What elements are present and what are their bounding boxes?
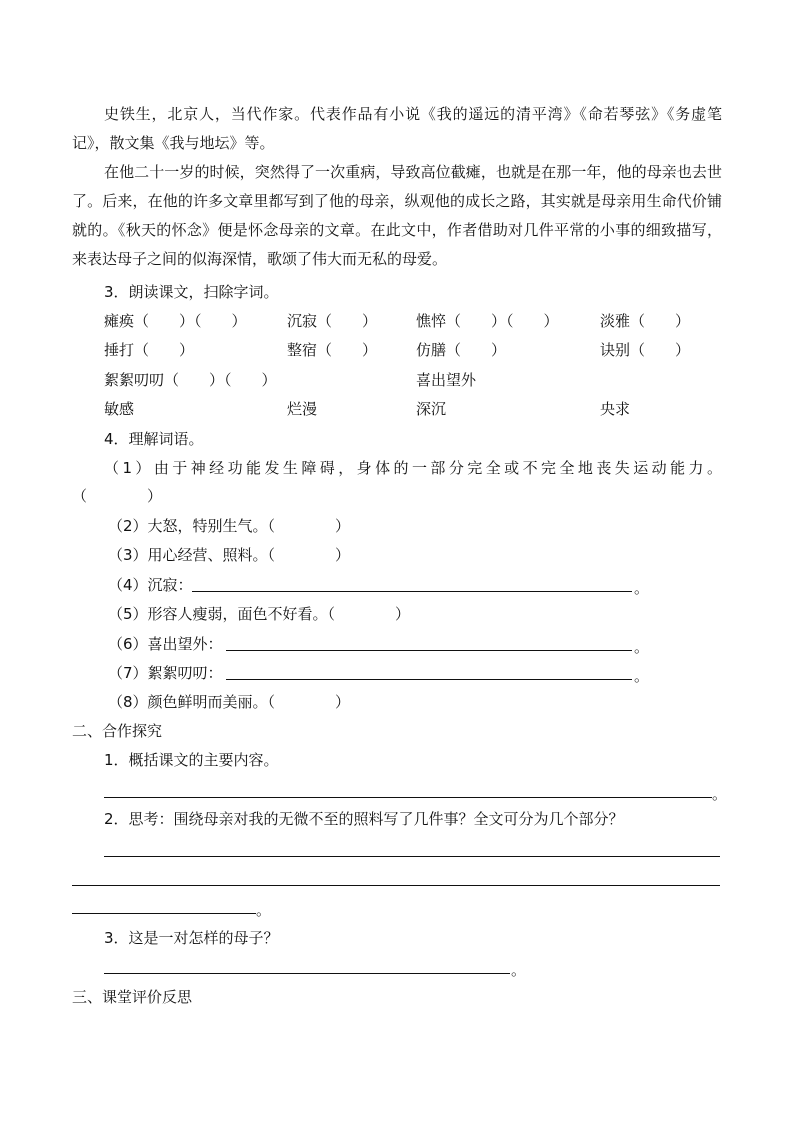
word-fangshan: 仿膳（ ） [416, 341, 507, 359]
word-brilliant: 烂漫 [287, 400, 318, 418]
section-2-q2-answer-line-3[interactable] [72, 913, 256, 914]
section-3-title: 三、课堂评价反思 [72, 988, 193, 1006]
word-farewell: 诀别（ ） [600, 341, 691, 359]
word-deep: 深沉 [416, 400, 447, 418]
section-2-q1-answer-line[interactable] [104, 797, 712, 798]
word-nagging: 絮絮叨叨（ ）（ ） [104, 371, 277, 389]
definition-6-label: （6）喜出望外： [108, 635, 223, 653]
section-2-q3-period: 。 [511, 961, 527, 979]
word-haggard: 憔悴（ ）（ ） [416, 312, 559, 330]
section-2-q1-period: 。 [712, 785, 728, 803]
section-2-q3: 3．这是一对怎样的母子？ [104, 929, 279, 947]
definition-4-label: （4）沉寂： [108, 576, 193, 594]
word-paralysis: 瘫痪（ ）（ ） [104, 312, 247, 330]
definition-5[interactable]: （5）形容人瘦弱，面色不好看。（ ） [108, 605, 411, 623]
definition-7-period: 。 [634, 667, 650, 685]
definition-2[interactable]: （2）大怒，特别生气。（ ） [108, 517, 351, 535]
definition-3[interactable]: （3）用心经营、照料。（ ） [108, 546, 351, 564]
definition-1-answer[interactable]: （ ） [72, 487, 163, 505]
section-2-title: 二、合作探究 [72, 722, 163, 740]
word-beg: 央求 [600, 400, 631, 418]
definition-4-period: 。 [634, 579, 650, 597]
definition-4-answer-line[interactable] [192, 591, 632, 592]
word-silence: 沉寂（ ） [287, 312, 378, 330]
background-paragraph: 在他二十一岁的时候，突然得了一次重病，导致高位截瘫，也就是在那一年，他的母亲也去世了。后来，在他的许多文章里都写到了他的母亲，纵观他的成长之路，其实就是母亲用生命代价铺就的。《秋天的怀念》便是怀念母亲的文章。在此文中，作者借助对几件平常的小事的细致描写，来表达母子之间的似海深情，歌颂了伟大而无私的母爱。 [72, 163, 722, 268]
definition-8[interactable]: （8）颜色鲜明而美丽。（ ） [108, 693, 351, 711]
word-sensitive: 敏感 [104, 400, 135, 418]
definition-7-answer-line[interactable] [226, 679, 632, 680]
word-elegant: 淡雅（ ） [600, 312, 691, 330]
section-2-q2-period: 。 [256, 901, 272, 919]
q4-title: 4．理解词语。 [104, 430, 204, 448]
word-overjoyed: 喜出望外 [416, 371, 477, 389]
word-all-night: 整宿（ ） [287, 341, 378, 359]
section-2-q2-answer-line-2[interactable] [72, 885, 720, 886]
definition-1: （1）由于神经功能发生障碍，身体的一部分完全或不完全地丧失运动能力。 [104, 459, 722, 477]
section-2-q2: 2．思考：围绕母亲对我的无微不至的照料写了几件事？全文可分为几个部分？ [104, 810, 624, 828]
definition-6-period: 。 [634, 638, 650, 656]
section-2-q3-answer-line[interactable] [104, 973, 510, 974]
word-pound: 捶打（ ） [104, 341, 195, 359]
author-intro-paragraph: 史铁生，北京人，当代作家。代表作品有小说《我的遥远的清平湾》《命若琴弦》《务虚笔记》，散文集《我与地坛》等。 [72, 105, 722, 152]
definition-6-answer-line[interactable] [226, 650, 632, 651]
definition-7-label: （7）絮絮叨叨： [108, 664, 223, 682]
q3-title: 3．朗读课文，扫除字词。 [104, 283, 279, 301]
section-2-q1: 1．概括课文的主要内容。 [104, 751, 279, 769]
section-2-q2-answer-line-1[interactable] [104, 856, 720, 857]
